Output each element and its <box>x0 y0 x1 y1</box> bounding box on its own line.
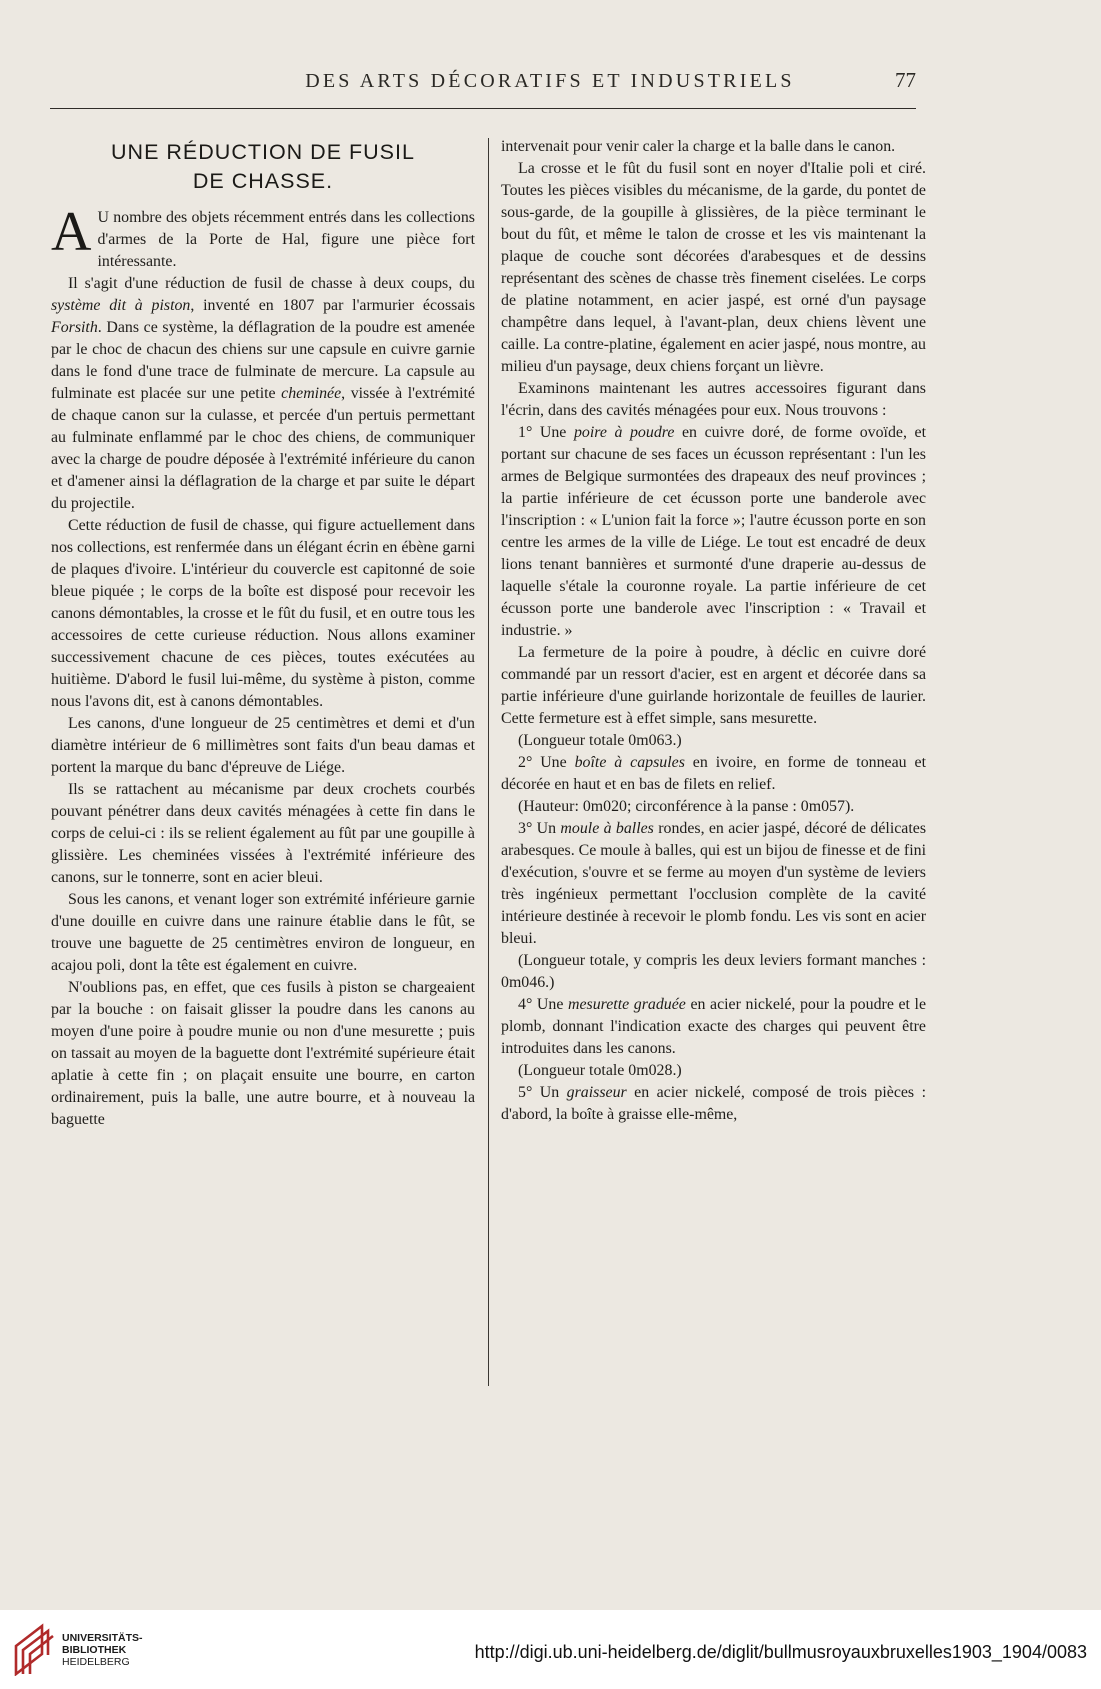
paragraph <box>501 1060 926 1082</box>
paragraph <box>501 950 926 994</box>
text-run: Cette réduction de fusil de chasse, qui figure actuellement dans nos collections, est renfermée dans un élégant écrin en ébène garni de plaques d'ivoire. L'intérieur du couvercle est capitonné de soie bleue piquée ; le corps de la boîte est disposé pour recevoir les canons démontables, la crosse et le fût du fusil, et en outre tous les accessoires de cette curieuse réduction. Nous allons examiner successivement chacune de ces pièces, toutes exécutées au huitième. D'abord le fusil lui-même, du système à piston, comme nous l'avons dit, est à canons démontables. <box>51 517 476 710</box>
paragraph <box>51 201 475 273</box>
paragraph <box>51 713 475 779</box>
text-run: 2° Une <box>518 754 575 771</box>
text-run: en ivoire, en forme de tonneau et décorée en haut et en bas de filets en relief. <box>501 754 926 793</box>
digitization-footer <box>0 1610 1101 1689</box>
italic-term: moule à balles <box>560 820 654 837</box>
text-run: (Longueur totale 0m063.) <box>518 732 682 749</box>
text-run: Examinons maintenant les autres accessoires figurant dans l'écrin, dans des cavités ménagées pour eux. Nous trouvons : <box>501 380 926 419</box>
library-logo-icon <box>12 1622 54 1676</box>
paragraph <box>501 422 926 642</box>
text-run: Ils se rattachent au mécanisme par deux crochets courbés pouvant pénétrer dans deux cavités ménagées à cette fin dans le corps de celui-ci : ils se relient également au fût par une goupille à glissière. Les cheminées vissées à l'extrémité inférieure des canons, sur le tonnerre, sont en acier bleui. <box>51 781 475 886</box>
paragraph <box>501 1082 926 1126</box>
paragraph <box>501 752 926 796</box>
text-run: . Dans ce système, la déflagration de la poudre est amenée par le choc de chacun des chiens sur une capsule en cuivre garnie dans le fond d'une trace de fulminate de mercure. La capsule au fulminate est placée sur une petite <box>51 319 475 402</box>
text-run: rondes, en acier jaspé, décoré de délicates arabesques. Ce moule à balles, qui est un bijou de finesse et de fini d'exécution, s'ouvre et se ferme au moyen d'un système de leviers très ingénieux permettant l'occlusion complète de la cavité intérieure destinée à recevoir le plomb fondu. Les vis sont en acier bleui. <box>501 820 927 947</box>
text-run: (Hauteur: 0m020; circonférence à la panse : 0m057). <box>518 798 855 815</box>
paragraph <box>501 796 926 818</box>
text-run: La fermeture de la poire à poudre, à déclic en cuivre doré commandé par un ressort d'acier, est en argent et décorée dans sa partie inférieure d'une guirlande horizontale de feuilles de laurier. Cette fermeture est à effet simple, sans mesurette. <box>501 644 926 727</box>
article-title-line-2: DE CHASSE. <box>192 169 334 193</box>
italic-term: cheminée <box>281 385 342 402</box>
text-run: (Longueur totale 0m028.) <box>518 1062 682 1079</box>
text-run: U nombre des objets récemment entrés dans les collections d'armes de la Porte de Hal, figure une pièce fort intéressante. <box>97 209 475 270</box>
right-column-body <box>501 136 926 1126</box>
right-column <box>501 136 926 1126</box>
paragraph <box>501 158 926 378</box>
paragraph <box>51 779 475 889</box>
library-name-line-2: BIBLIOTHEK <box>62 1644 127 1656</box>
left-column-body <box>51 201 476 1131</box>
text-run: La crosse et le fût du fusil sont en noyer d'Italie poli et ciré. Toutes les pièces visibles du mécanisme, de la garde, du pontet de sous-garde, de la goupille à glissières, de la pièce terminant le bout du fût, et même le talon de crosse et les vis maintenant la plaque de couche sont décorées d'arabesques et de dessins représentant des scènes de chasse très finement ciselées. Le corps de platine notamment, en acier jaspé, est orné d'un paysage champêtre dans lequel, à l'avant-plan, deux chiens lèvent une caille. La contre-platine, également en acier jaspé, nous montre, au milieu d'un paysage, deux chiens forçant un lièvre. <box>501 160 926 375</box>
paragraph <box>501 136 926 158</box>
drop-cap: A <box>51 201 92 263</box>
page-number: 77 <box>895 68 916 92</box>
text-run: Sous les canons, et venant loger son extrémité inférieure garnie d'une douille en cuivre dans une rainure établie dans le fût, se trouve une baguette de 25 centimètres environ de longueur, en acajou poli, dont la tête est également en cuivre. <box>51 891 475 974</box>
running-title: DES ARTS DÉCORATIFS ET INDUSTRIELS <box>305 70 795 92</box>
paragraph <box>501 730 926 752</box>
library-name <box>62 1632 143 1668</box>
text-run: 4° Une <box>518 996 568 1013</box>
italic-term: Forsith <box>51 319 98 336</box>
column-divider <box>488 138 489 1386</box>
paragraph <box>501 818 926 950</box>
header-rule <box>50 108 916 109</box>
italic-term: graisseur <box>566 1084 627 1101</box>
text-run: Il s'agit d'une réduction de fusil de chasse à deux coups, du <box>68 275 475 292</box>
paragraph <box>51 889 475 977</box>
text-run: N'oublions pas, en effet, que ces fusils à piston se chargeaient par la bouche : on faisait glisser la poudre dans les canons au moyen d'une poire à poudre munie ou non d'une mesurette ; puis on tassait au moyen de la baguette dont l'extrémité supérieure était aplatie à cette fin ; on plaçait ensuite une bourre, en carton ordinairement, puis la balle, une autre bourre, et à nouveau la baguette <box>51 979 475 1128</box>
paragraph <box>501 994 926 1060</box>
text-run: 1° Une <box>518 424 574 441</box>
text-run: , inventé en 1807 par l'armurier écossais <box>190 297 476 314</box>
text-run: en cuivre doré, de forme ovoïde, et portant sur chacune de ses faces un écusson représentant : l'un les armes de Belgique surmontées des drapeaux des neuf provinces ; la partie inférieure de cet écusson porte une banderole avec l'inscription : « L'union fait la force »; l'autre écusson porte en son centre les armes de la ville de Liége. Le tout est encadré de deux lions tenant bannières et surmonté d'une draperie au-dessus de laquelle s'étale la couronne royale. La partie inférieure de cet écusson porte une banderole avec l'inscription : « Travail et industrie. » <box>501 424 926 639</box>
library-name-line-3: HEIDELBERG <box>62 1656 130 1668</box>
italic-term: poire à poudre <box>573 424 675 441</box>
text-run: 5° Un <box>518 1084 567 1101</box>
italic-term: boîte à capsules <box>574 754 685 771</box>
paragraph <box>51 273 475 515</box>
text-run: Les canons, d'une longueur de 25 centimètres et demi et d'un diamètre intérieur de 6 millimètres sont faits d'un beau damas et portent la marque du banc d'épreuve de Liége. <box>51 715 475 776</box>
italic-term: mesurette graduée <box>567 996 686 1013</box>
text-run: intervenait pour venir caler la charge et la balle dans le canon. <box>501 138 896 155</box>
article-title <box>51 138 475 196</box>
left-column <box>51 138 475 1131</box>
paragraph <box>501 642 926 730</box>
text-run: 3° Un <box>518 820 561 837</box>
article-title-line-1: UNE RÉDUCTION DE FUSIL <box>111 140 415 164</box>
text-run: en acier nickelé, pour la poudre et le plomb, donnant l'indication exacte des charges qui peuvent être introduites dans les canons. <box>501 996 926 1057</box>
source-url-link[interactable]: http://digi.ub.uni-heidelberg.de/diglit/bullmusroyauxbruxelles1903_1904/0083 <box>474 1642 1087 1662</box>
paragraph <box>501 378 926 422</box>
italic-term: système dit à piston <box>51 297 191 314</box>
paragraph <box>51 515 475 713</box>
paragraph <box>51 977 475 1131</box>
text-run: , vissée à l'extrémité de chaque canon sur la culasse, et percée d'un pertuis permettant au fulminate enflammé par le choc des chiens, de communiquer avec la charge de poudre déposée à l'extrémité inférieure du canon et d'amener ainsi la déflagration de la charge et par suite le départ du projectile. <box>51 385 475 512</box>
text-run: (Longueur totale, y compris les deux leviers formant manches : 0m046.) <box>501 952 926 991</box>
library-name-line-1: UNIVERSITÄTS- <box>62 1632 143 1644</box>
text-run: en acier nickelé, composé de trois pièces : d'abord, la boîte à graisse elle-même, <box>501 1084 926 1123</box>
